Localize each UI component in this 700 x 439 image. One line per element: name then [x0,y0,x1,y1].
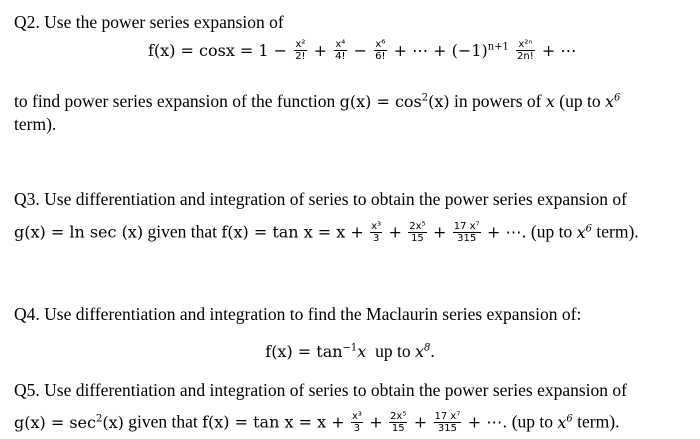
q2-term-x6: $\frac{\text{x⁶}}{6!}$ [375,39,386,62]
q5-label: Q5. [14,380,40,400]
q2-cos-series: f(x) = cosx = 1 − $\frac{\text{x²}}{2!}$ + $\frac{\text{x⁴}}{4!}$ − $\frac{\text{x⁶}}{6!}$ + ⋯ + $(-1)^{n+1}$ $\frac{\text{x²ⁿ}}{2n!}$ + ⋯ [148,39,577,62]
q2-gx: $g(x) = \cos^2(x)$ [339,92,450,111]
q4-formula: $f(x) = \tan^{-1}x$ up to $x^8$. [265,341,435,361]
q3-term-x5: $\frac{\text{2x⁵}}{15}$ [409,221,426,244]
q2-lhs: f(x) = cosx = 1 − [148,41,288,60]
q3-term-x3: $\frac{\text{x³}}{3}$ [371,221,382,244]
q3-gx: g(x) = ln sec (x) [14,222,144,242]
q3-term-x7: $\frac{\text{17 x⁷}}{315}$ [453,221,480,244]
q5-formula-line: $g(x) = \sec^2(x)$ given that f(x) = tan x = x + $\frac{\text{x³}}{3}$ + $\frac{\text{2x⁵}}{15}$ + $\frac{\text{17 x⁷}}{315}$ + ⋯. (up to $x^6$ term). [14,411,620,434]
q2-intro: Use the power series expansion of [44,12,284,32]
q4-fx: $f(x) = \tan^{-1}x$ [265,342,367,361]
q3-formula-line: g(x) = ln sec (x) given that f(x) = tan x = x + $\frac{\text{x³}}{3}$ + $\frac{\text{2x⁵}}{15}$ + $\frac{\text{17 x⁷}}{315}$ + ⋯. (up to $x^6$ term). [14,221,639,244]
q5-term-x7: $\frac{\text{17 x⁷}}{315}$ [434,411,461,434]
q4-x8: $x^8$ [414,342,431,361]
q2-task-line1: to find power series expansion of the function $g(x) = \cos^2(x)$ in powers of x (up to $x^6$ [14,91,621,111]
q4-heading: Q4. Use differentiation and integration to find the Maclaurin series expansion of: [14,304,582,324]
q3-label: Q3. [14,189,40,209]
q5-gx: $g(x) = \sec^2(x)$ [14,412,124,432]
q3-heading: Q3. Use differentiation and integration of series to obtain the power series expansion of [14,189,627,209]
q2-label: Q2. [14,12,40,32]
q2-term-x2n: $\frac{\text{x²ⁿ}}{2n!}$ [517,39,534,62]
q2-task-line2: term). [14,114,57,134]
q5-heading: Q5. Use differentiation and integration of series to obtain the power series expansion of [14,380,627,400]
q2-term-x4: $\frac{\text{x⁴}}{4!}$ [335,39,346,62]
q5-fx: f(x) = tan x = x + [202,412,345,432]
q2-term-x2: $\frac{\text{x²}}{2!}$ [295,39,306,62]
q2-x6: $x^6$ [605,92,621,111]
q4-label: Q4. [14,304,40,324]
q5-term-x5: $\frac{\text{2x⁵}}{15}$ [390,411,407,434]
q2-heading [14,14,284,32]
q3-x6: $x^6$ [576,222,593,242]
q3-fx: f(x) = tan x = x + [221,222,364,242]
q5-term-x3: $\frac{\text{x³}}{3}$ [351,411,362,434]
q5-x6: $x^6$ [557,412,573,432]
